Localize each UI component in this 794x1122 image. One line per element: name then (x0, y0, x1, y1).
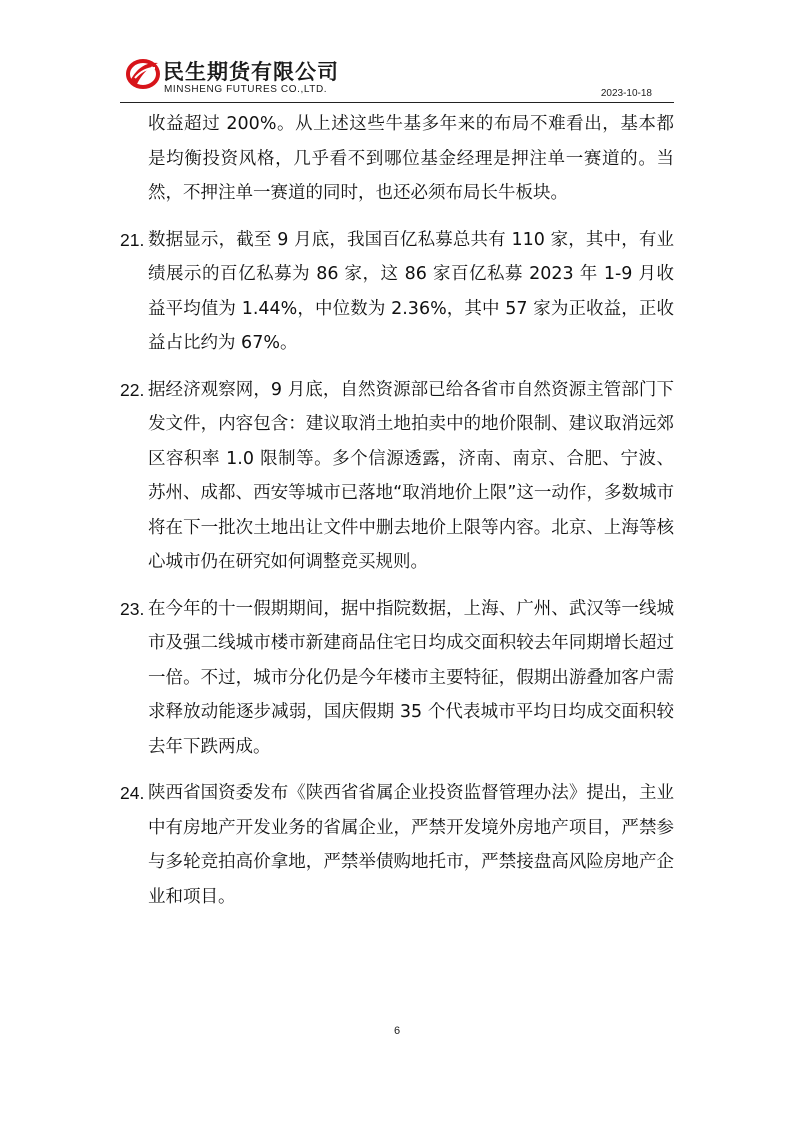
item-number: 24. (120, 783, 145, 803)
minsheng-logo-icon (126, 56, 160, 90)
item-text: 在今年的十一假期期间，据中指院数据，上海、广州、武汉等一线城市及强二线城市楼市新建商品住宅日均成交面积较去年同期增长超过一倍。不过，城市分化仍是今年楼市主要特征，假期出游叠加客户需求释放动能逐步减弱，国庆假期 35 个代表城市平均日均成交面积较去年下跌两成。 (148, 598, 674, 757)
company-name-cn: 民生期货有限公司 (163, 60, 339, 84)
item-number: 23. (120, 598, 145, 619)
item-text: 陕西省国资委发布《陕西省省属企业投资监督管理办法》提出，主业中有房地产开发业务的省属企业，严禁开发境外房地产项目，严禁参与多轮竞拍高价拿地，严禁举债购地托市，严禁接盘高风险房地产企业和项目。 (148, 783, 674, 907)
news-item-23 (120, 592, 674, 765)
company-name-en: MINSHENG FUTURES CO.,LTD. (164, 84, 328, 95)
page-number: 6 (393, 1025, 401, 1037)
news-item-22 (120, 373, 674, 580)
item-text: 数据显示，截至 9 月底，我国百亿私募总共有 110 家，其中，有业绩展示的百亿私募为 86 家，这 86 家百亿私募 2023 年 1-9 月收益平均值为 1.44%，中位数为 2.36%，其中 57 家为正收益，正收益占比约为 67%。 (148, 229, 674, 353)
report-date: 2023-10-18 (600, 88, 652, 99)
page-body (120, 107, 674, 914)
item-text: 据经济观察网，9 月底，自然资源部已给各省市自然资源主管部门下发文件，内容包含：建议取消土地拍卖中的地价限制、建议取消远郊区容积率 1.0 限制等。多个信源透露，济南、南京、合肥、宁波、苏州、成都、西安等城市已落地“取消地价上限”这一动作，多数城市将在下一批次土地出让文件中删去地价上限等内容。北京、上海等核心城市仍在研究如何调整竞买规则。 (148, 379, 674, 572)
item-number: 21. (120, 229, 145, 250)
page-header (120, 52, 674, 103)
news-item-21 (120, 223, 674, 361)
continued-paragraph: 收益超过 200%。从上述这些牛基多年来的布局不难看出，基本都是均衡投资风格，几乎看不到哪位基金经理是押注单一赛道的。当然，不押注单一赛道的同时，也还必须布局长牛板块。 (148, 114, 674, 203)
news-item-24 (120, 776, 674, 914)
item-number: 22. (120, 379, 145, 400)
